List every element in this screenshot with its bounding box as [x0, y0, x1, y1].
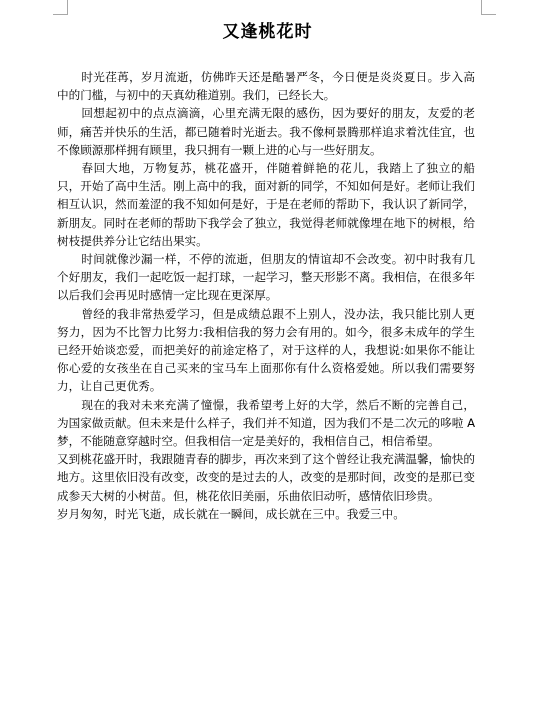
document-title: 又逢桃花时 [222, 22, 313, 42]
paragraph: 春回大地，万物复苏，桃花盛开，伴随着鲜艳的花儿，我踏上了独立的船只，开始了高中生活。刚上高中的我，面对新的同学，不知如何是好。老师让我们相互认识，然而羞涩的我不知如何是好，于是在老师的帮助下，我认识了新同学，新朋友。同时在老师的帮助下我学会了独立，我觉得老师就像埋在地下的树根，给树枝提供养分让它结出果实。 [57, 161, 475, 248]
document-body [57, 68, 475, 523]
paragraph: 又到桃花盛开时，我跟随青春的脚步，再次来到了这个曾经让我充满温馨，愉快的地方。这里依旧没有改变，改变的是过去的人，改变的是那时间，改变的是那已变成参天大树的小树苗。但，桃花依旧美丽，乐曲依旧动听，感情依旧珍贵。 [57, 452, 475, 503]
paragraph: 回想起初中的点点滴滴，心里充满无限的感伤，因为要好的朋友，友爱的老师，痛苦并快乐的生活，都已随着时光逝去。我不像柯景腾那样追求着沈佳宜，也不像顾源那样拥有顾里，我只拥有一颗上进的心与一些好朋友。 [57, 106, 475, 157]
paragraph: 时间就像沙漏一样，不停的流逝，但朋友的情谊却不会改变。初中时我有几个好朋友，我们一起吃饭一起打球，一起学习，整天形影不离。我相信，在很多年以后我们会再见时感情一定比现在更深厚。 [57, 252, 475, 303]
paragraph: 岁月匆匆，时光飞逝，成长就在一瞬间，成长就在三中。我爱三中。 [57, 506, 405, 521]
margin-corner-mark-left [53, 0, 68, 15]
paragraph: 时光荏苒，岁月流逝，仿佛昨天还是酷暑严冬，今日便是炎炎夏日。步入高中的门槛，与初中的天真幼稚道别。我们，已经长大。 [57, 70, 475, 103]
paragraph: 曾经的我非常热爱学习，但是成绩总跟不上别人，没办法，我只能比别人更努力，因为不比智力比努力:我相信我的努力会有用的。如今，很多未成年的学生已经开始谈恋爱，而把美好的前途定格了，对于这样的人，我想说:如果你不能让你心爱的女孩坐在自己买来的宝马车上面那你有什么资格爱她。所以我们需要努力，让自己更优秀。 [57, 306, 475, 394]
margin-corner-mark-right [481, 0, 496, 15]
paragraph: 现在的我对未来充满了憧憬，我希望考上好的大学，然后不断的完善自己，为国家做贡献。但未来是什么样子，我们并不知道，因为我们不是二次元的哆啦 A 梦，不能随意穿越时空。但我相信一定是美好的，我相信自己，相信希望。 [57, 397, 475, 449]
